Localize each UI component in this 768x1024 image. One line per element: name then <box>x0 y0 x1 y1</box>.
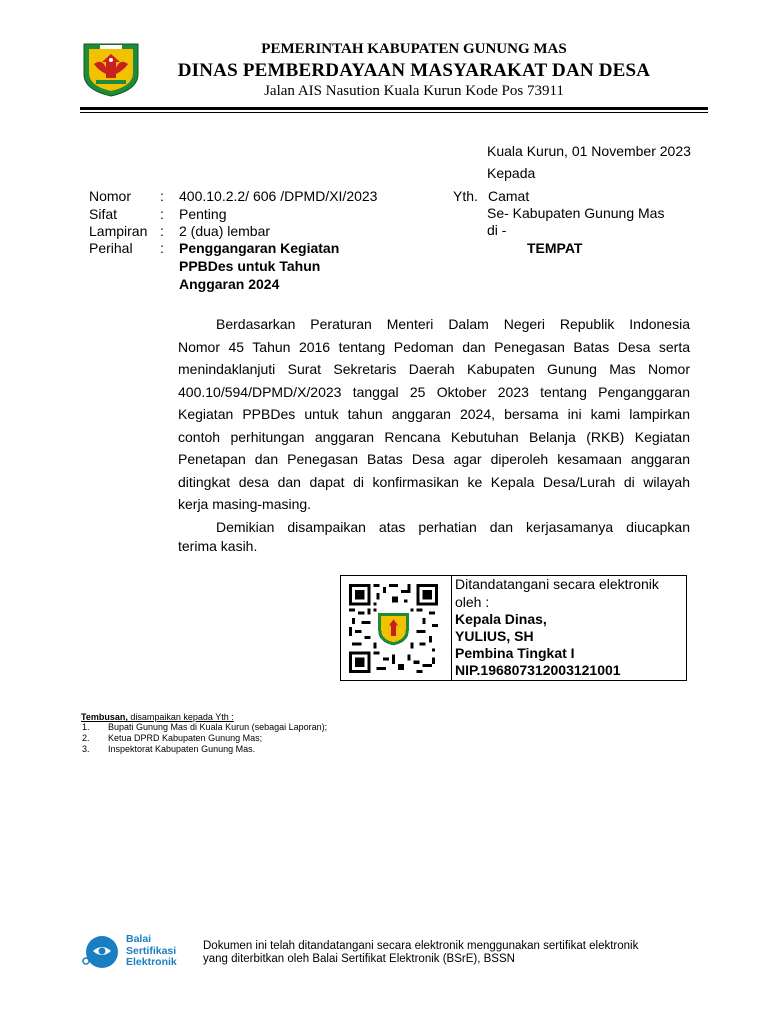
tembusan-suffix: disampaikan kepada Yth : <box>127 712 234 722</box>
recipient-tempat: TEMPAT <box>527 240 583 256</box>
signature-rank: Pembina Tingkat I <box>455 645 575 661</box>
agency-government-name: PEMERINTAH KABUPATEN GUNUNG MAS <box>261 41 567 57</box>
bsre-logo <box>80 934 190 970</box>
letterhead-thin-rule <box>80 112 708 113</box>
agency-address: Jalan AIS Nasution Kuala Kurun Kode Pos 73911 <box>264 83 564 99</box>
body-p2-line: terima kasih. <box>178 538 258 554</box>
bsre-wordmark <box>126 934 177 969</box>
bsre-emblem-icon <box>80 934 120 970</box>
recipient-line2: Se- Kabupaten Gunung Mas <box>487 205 665 221</box>
qr-code-icon <box>349 584 438 673</box>
tembusan-item-number: 3. <box>82 744 90 754</box>
perihal-label: Perihal <box>89 240 133 256</box>
recipient-line3: di - <box>487 222 507 238</box>
signature-line2: oleh : <box>455 594 490 610</box>
signature-nip: NIP.196807312003121001 <box>455 662 621 678</box>
lampiran-label: Lampiran <box>89 223 148 239</box>
lampiran-colon: : <box>160 223 164 239</box>
signature-name: YULIUS, SH <box>455 628 534 644</box>
bsre-line2: Sertifikasi <box>126 944 177 957</box>
signature-title: Kepala Dinas, <box>455 611 547 627</box>
tembusan-item-text: Ketua DPRD Kabupaten Gunung Mas; <box>108 733 263 743</box>
tembusan-item-text: Inspektorat Kabupaten Gunung Mas. <box>108 744 256 754</box>
tembusan-item-text: Bupati Gunung Mas di Kuala Kurun (sebagai Laporan); <box>108 722 328 732</box>
signature-line1: Ditandatangani secara elektronik <box>455 576 659 592</box>
perihal-line: PPBDes untuk Tahun <box>179 258 321 274</box>
sifat-label: Sifat <box>89 206 118 222</box>
footer-line2: yang diterbitkan oleh Balai Sertifikat Elektronik (BSrE), BSSN <box>203 953 515 965</box>
letterhead-thick-rule <box>80 107 708 110</box>
sifat-colon: : <box>160 206 164 222</box>
recipient-yth: Yth. <box>453 188 478 204</box>
body-p1-line: menindaklanjuti Surat Sekretaris Daerah Kabupaten Gunung Mas Nomor <box>178 361 690 377</box>
recipient-line1: Camat <box>488 188 530 204</box>
bsre-line1: Balai <box>126 933 152 945</box>
body-p1-line: Kegiatan PPBDes untuk tahun anggaran 2024, bersama ini kami lampirkan <box>178 406 690 422</box>
perihal-colon: : <box>160 240 164 256</box>
nomor-value: 400.10.2.2/ 606 /DPMD/XI/2023 <box>179 188 378 204</box>
body-p1-line: Berdasarkan Peraturan Menteri Dalam Negeri Republik Indonesia <box>216 316 690 332</box>
signature-box-divider <box>451 575 452 681</box>
body-p1-line: kerja masing-masing. <box>178 496 312 512</box>
body-p1-line: ditingkat desa dan dapat di konfirmasikan ke Kepala Desa/Lurah di wilayah <box>178 473 690 490</box>
body-p1-line: Penetapan dan Penegasan Batas Desa agar diperoleh kesamaan anggaran <box>178 451 690 467</box>
tembusan-item-number: 1. <box>82 722 90 732</box>
sifat-value: Penting <box>179 206 227 222</box>
perihal-line: Penggangaran Kegiatan <box>179 240 340 256</box>
footer-line1: Dokumen ini telah ditandatangani secara elektronik menggunakan sertifikat elektronik <box>203 940 639 952</box>
body-p1-line: 400.10/594/DPMD/X/2023 tanggal 25 Oktober 2023 tentang Penganggaran <box>178 383 690 400</box>
body-p2-line: Demikian disampaikan atas perhatian dan kerjasamanya diucapkan <box>216 518 690 535</box>
tembusan-item-number: 2. <box>82 733 90 743</box>
body-p1-line: Nomor 45 Tahun 2016 tentang Pedoman dan Penegasan Batas Desa serta <box>178 338 690 355</box>
nomor-label: Nomor <box>89 188 132 204</box>
nomor-colon: : <box>160 188 164 204</box>
letter-date: Kuala Kurun, 01 November 2023 <box>487 143 691 159</box>
footer-disclaimer <box>203 940 638 966</box>
perihal-line: Anggaran 2024 <box>179 276 280 292</box>
lampiran-value: 2 (dua) lembar <box>179 223 271 239</box>
agency-department-name: DINAS PEMBERDAYAAN MASYARAKAT DAN DESA <box>177 60 651 81</box>
bsre-line3: Elektronik <box>126 956 177 968</box>
tembusan-label: Tembusan, <box>81 712 128 722</box>
recipient-kepada: Kepada <box>487 165 536 181</box>
body-p1-line: contoh perhitungan anggaran Rencana Kebutuhan Belanja (RKB) Kegiatan <box>178 428 690 445</box>
